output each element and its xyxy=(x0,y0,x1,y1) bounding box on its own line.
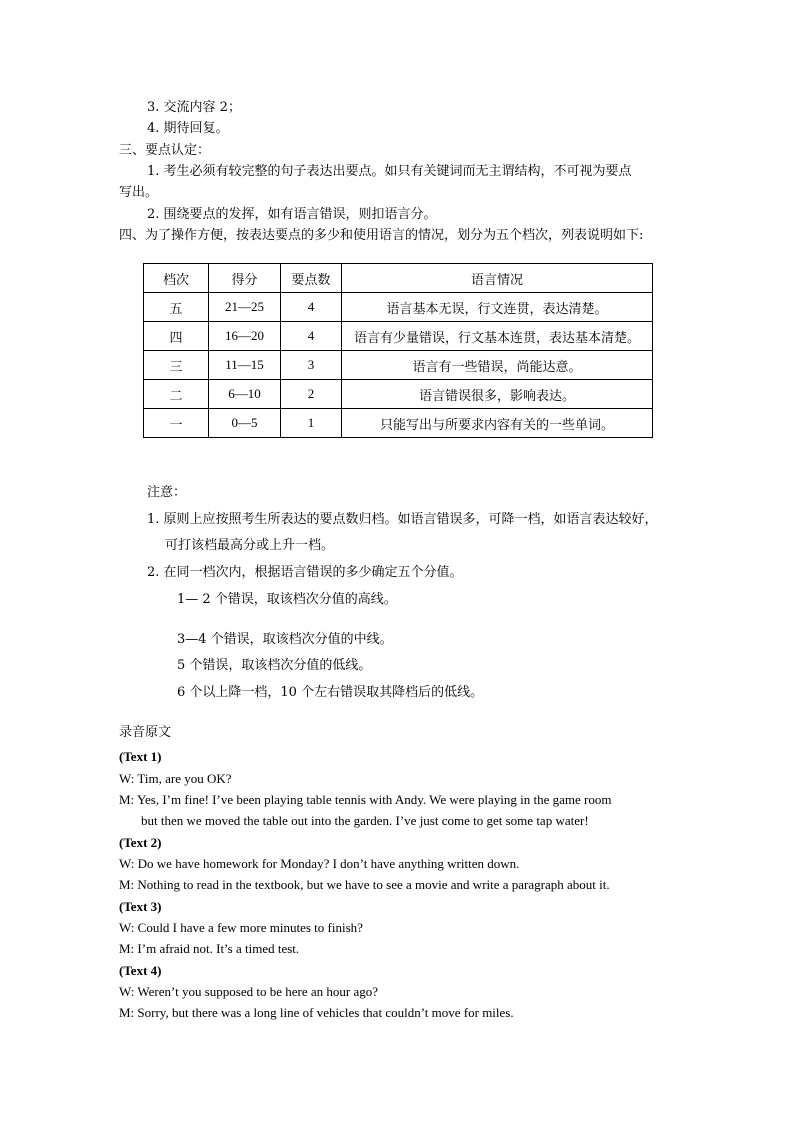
note-sub-2: 3—4 个错误，取该档次分值的中线。 xyxy=(177,632,393,647)
section3-item1: 1. 考生必须有较完整的句子表达出要点。如只有关键词而无主谓结构，不可视为要点 xyxy=(147,164,632,179)
list-item-3: 3. 交流内容 2； xyxy=(147,100,241,115)
table-row xyxy=(144,322,653,351)
note-1-cont: 可打该档最高分或上升一档。 xyxy=(165,538,335,553)
section4-heading: 四、为了操作方便，按表达要点的多少和使用语言的情况，划分为五个档次，列表说明如下: xyxy=(119,228,644,243)
score-cell: 6—10 xyxy=(209,380,281,409)
language-cell: 语言有少量错误，行文基本连贯，表达基本清楚。 xyxy=(342,322,653,351)
level-cell: 二 xyxy=(144,380,209,409)
dialogue-line: W: Weren’t you supposed to be here an hour ago? xyxy=(119,984,378,999)
points-cell: 2 xyxy=(281,380,342,409)
note-2: 2. 在同一档次内，根据语言错误的多少确定五个分值。 xyxy=(147,565,463,580)
language-cell: 语言基本无误，行文连贯，表达清楚。 xyxy=(342,293,653,322)
language-cell: 只能写出与所要求内容有关的一些单词。 xyxy=(342,409,653,438)
score-cell: 16—20 xyxy=(209,322,281,351)
dialogue-line: W: Could I have a few more minutes to finish? xyxy=(119,920,363,935)
points-cell: 4 xyxy=(281,293,342,322)
note-sub-1: 1— 2 个错误，取该档次分值的高线。 xyxy=(177,592,397,607)
section3-item2: 2. 围绕要点的发挥，如有语言错误，则扣语言分。 xyxy=(147,207,437,222)
language-cell: 语言有一些错误，尚能达意。 xyxy=(342,351,653,380)
header-points: 要点数 xyxy=(281,264,342,293)
section3-heading: 三、要点认定： xyxy=(119,143,211,158)
text-label: (Text 2) xyxy=(119,835,162,850)
text-label: (Text 1) xyxy=(119,749,162,764)
dialogue-line: W: Tim, are you OK? xyxy=(119,771,232,786)
level-cell: 五 xyxy=(144,293,209,322)
language-cell: 语言错误很多，影响表达。 xyxy=(342,380,653,409)
table-row xyxy=(144,351,653,380)
grading-table xyxy=(143,263,653,438)
points-cell: 3 xyxy=(281,351,342,380)
dialogue-line: M: Yes, I’m fine! I’ve been playing table tennis with Andy. We were playing in the game room xyxy=(119,792,612,807)
note-1: 1. 原则上应按照考生所表达的要点数归档。如语言错误多，可降一档，如语言表达较好， xyxy=(147,512,658,527)
table-row xyxy=(144,380,653,409)
note-sub-3: 5 个错误，取该档次分值的低线。 xyxy=(177,658,372,673)
table-row xyxy=(144,409,653,438)
level-cell: 三 xyxy=(144,351,209,380)
level-cell: 一 xyxy=(144,409,209,438)
text-label: (Text 4) xyxy=(119,963,162,978)
points-cell: 4 xyxy=(281,322,342,351)
note-sub-4: 6 个以上降一档，10 个左右错误取其降档后的低线。 xyxy=(177,685,484,700)
dialogue-line: M: Sorry, but there was a long line of vehicles that couldn’t move for miles. xyxy=(119,1005,514,1020)
header-language: 语言情况 xyxy=(342,264,653,293)
header-level: 档次 xyxy=(144,264,209,293)
transcript-title: 录音原文 xyxy=(119,725,172,740)
score-cell: 11—15 xyxy=(209,351,281,380)
section3-item1-cont: 写出。 xyxy=(119,185,159,200)
score-cell: 21—25 xyxy=(209,293,281,322)
dialogue-line: M: Nothing to read in the textbook, but we have to see a movie and write a paragraph about it. xyxy=(119,877,610,892)
level-cell: 四 xyxy=(144,322,209,351)
dialogue-line: M: I’m afraid not. It’s a timed test. xyxy=(119,941,300,956)
points-cell: 1 xyxy=(281,409,342,438)
header-score: 得分 xyxy=(209,264,281,293)
list-item-4: 4. 期待回复。 xyxy=(147,121,229,136)
score-cell: 0—5 xyxy=(209,409,281,438)
notes-title: 注意： xyxy=(147,485,187,500)
table-row xyxy=(144,293,653,322)
table-header-row xyxy=(144,264,653,293)
dialogue-line: W: Do we have homework for Monday? I don’t have anything written down. xyxy=(119,856,520,871)
dialogue-line: but then we moved the table out into the garden. I’ve just come to get some tap water! xyxy=(141,813,589,828)
text-label: (Text 3) xyxy=(119,899,162,914)
